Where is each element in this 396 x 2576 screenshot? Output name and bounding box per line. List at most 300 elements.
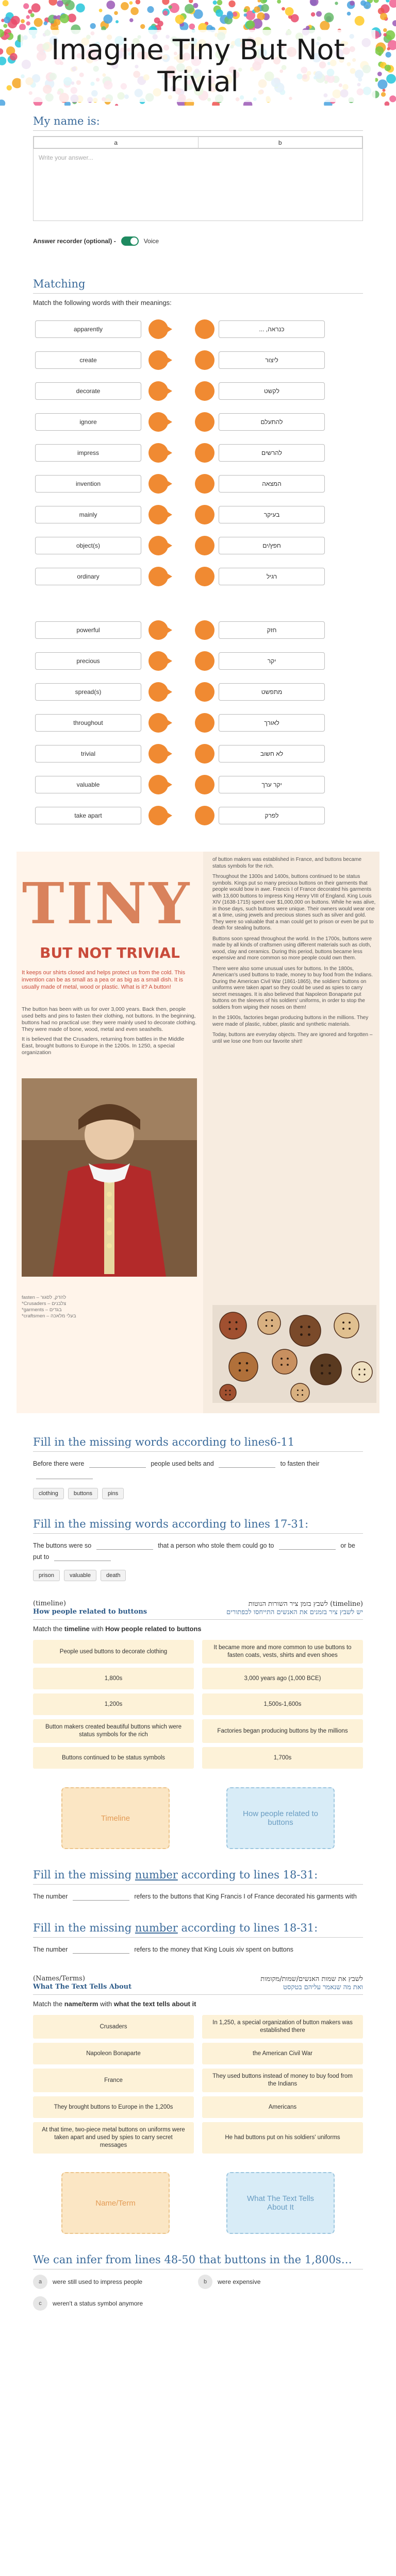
- confetti-dot: [103, 14, 112, 24]
- match-term[interactable]: apparently: [35, 320, 141, 338]
- match-connector-left[interactable]: [148, 713, 168, 733]
- match-meaning[interactable]: ליצור: [219, 351, 325, 369]
- match-meaning[interactable]: המצאה: [219, 475, 325, 493]
- button-shape: [290, 1315, 321, 1346]
- button-hole: [308, 1333, 310, 1336]
- names-question: [0, 1965, 396, 2234]
- confetti-dot: [116, 20, 119, 23]
- confetti-dot: [277, 0, 281, 4]
- number-title: [33, 1859, 363, 1885]
- button-hole: [271, 1325, 273, 1327]
- match-meaning[interactable]: חזק: [219, 621, 325, 639]
- confetti-dot: [30, 13, 35, 18]
- dropzone-how-people-related[interactable]: How people related to buttons: [226, 1787, 335, 1849]
- button-hole: [229, 1394, 231, 1396]
- match-meaning[interactable]: בעיקר: [219, 506, 325, 523]
- confetti-dot: [383, 33, 387, 37]
- confetti-dot: [31, 3, 41, 12]
- article-paragraph: Buttons soon spread throughout the world. In the 1700s, buttons were made by all kinds of craftsmen using different materials such as cloth, wood, clay and ceramics. During this period, buttons became less expensive and more common so more people could own them.: [212, 936, 372, 961]
- confetti-dot: [169, 5, 172, 9]
- blank-slot[interactable]: [73, 1946, 129, 1954]
- title-english: What The Text Tells About: [33, 1983, 132, 1991]
- confetti-dot: [386, 0, 389, 3]
- matching-row: [0, 345, 396, 376]
- match-meaning[interactable]: רגיל: [219, 568, 325, 585]
- draggable-card[interactable]: 1,500s-1,600s: [202, 1693, 363, 1715]
- word-chip[interactable]: buttons: [68, 1488, 98, 1499]
- match-connector-right[interactable]: [195, 505, 214, 524]
- match-connector-left[interactable]: [148, 505, 168, 524]
- format-a-button[interactable]: a: [34, 137, 199, 148]
- button-shape: [220, 1384, 236, 1401]
- fill-text: refers to the money that King Louis xiv spent on buttons: [134, 1946, 293, 1953]
- button-hole: [246, 1362, 248, 1364]
- draggable-card[interactable]: Napoleon Bonaparte: [33, 2043, 194, 2064]
- match-meaning[interactable]: לקשט: [219, 382, 325, 400]
- answer-option-c[interactable]: [33, 2296, 167, 2311]
- match-connector-right[interactable]: [195, 775, 214, 794]
- confetti-dot: [350, 1, 355, 6]
- fill-title: Fill in the missing words according to lines 17-31:: [33, 1509, 363, 1534]
- match-connector-right[interactable]: [195, 620, 214, 640]
- title-hebrew: יש לשבץ ציר בזמנים את האנשים התייחסו לכפתורים: [226, 1608, 363, 1616]
- match-term[interactable]: spread(s): [35, 683, 141, 701]
- button-hole: [246, 1369, 248, 1371]
- confetti-dot: [373, 0, 378, 3]
- confetti-dot: [189, 24, 195, 30]
- match-connector-right[interactable]: [195, 651, 214, 671]
- fill-sentence: [33, 1891, 363, 1902]
- matching-row: [0, 499, 396, 530]
- match-connector-right[interactable]: [195, 412, 214, 432]
- fill-question-1: [0, 1427, 396, 1499]
- timeline-cards: [33, 1640, 363, 1769]
- button-hole: [364, 1368, 365, 1370]
- confetti-dot: [114, 11, 118, 15]
- match-term[interactable]: impress: [35, 444, 141, 462]
- confetti-dot: [140, 24, 145, 29]
- match-term[interactable]: mainly: [35, 506, 141, 523]
- answer-option-b[interactable]: [198, 2275, 332, 2289]
- confetti-dot: [26, 15, 30, 19]
- header-banner: [0, 0, 396, 106]
- confetti-dot: [26, 21, 30, 25]
- confetti-dot: [380, 13, 387, 20]
- matching-row: [0, 530, 396, 561]
- article-image: [16, 852, 380, 1413]
- confetti-dot: [324, 12, 334, 22]
- confetti-dot: [54, 19, 61, 26]
- confetti-dot: [261, 4, 269, 12]
- match-connector-right[interactable]: [195, 567, 214, 586]
- instr-text: timeline: [64, 1625, 90, 1633]
- timeline-title: [33, 1590, 363, 1620]
- title-part: according to lines 18-31:: [177, 1869, 318, 1881]
- draggable-card[interactable]: Crusaders: [33, 2015, 194, 2039]
- names-instruction: [33, 2000, 363, 2008]
- draggable-card[interactable]: They brought buttons to Europe in the 1,200s: [33, 2096, 194, 2118]
- confetti-dot: [21, 19, 25, 23]
- names-cards: [33, 2015, 363, 2154]
- format-b-button[interactable]: b: [198, 137, 362, 148]
- word-chip[interactable]: clothing: [33, 1488, 64, 1499]
- match-connector-left[interactable]: [148, 474, 168, 494]
- draggable-card[interactable]: 1,200s: [33, 1693, 194, 1715]
- match-meaning[interactable]: כנראה, ...: [219, 320, 325, 338]
- button-hole: [235, 1321, 237, 1323]
- word-chip[interactable]: prison: [33, 1570, 60, 1581]
- dropzone-name-term[interactable]: Name/Term: [61, 2172, 170, 2234]
- instr-text: Match the: [33, 1625, 64, 1633]
- matching-question: [0, 268, 396, 307]
- draggable-card[interactable]: 1,800s: [33, 1668, 194, 1689]
- blank-slot[interactable]: [219, 1461, 275, 1468]
- draggable-card[interactable]: 3,000 years ago (1,000 BCE): [202, 1668, 363, 1689]
- match-connector-left[interactable]: [148, 536, 168, 555]
- button-hole: [342, 1321, 344, 1324]
- draggable-card[interactable]: He had buttons put on his soldiers' uniforms: [202, 2122, 363, 2154]
- confetti-dot: [385, 65, 391, 72]
- title-part: number: [135, 1922, 178, 1934]
- fill-text: The number: [33, 1946, 68, 1953]
- article-paragraph: of button makers was established in France, and buttons became status symbols for the rich.: [212, 857, 362, 869]
- answer-recorder: [33, 236, 363, 246]
- button-hole: [228, 1328, 230, 1330]
- match-connector-left[interactable]: [148, 651, 168, 671]
- match-term[interactable]: throughout: [35, 714, 141, 732]
- match-meaning[interactable]: חפץ/ים: [219, 537, 325, 554]
- title-english: How people related to buttons: [33, 1608, 147, 1616]
- match-connector-left[interactable]: [148, 350, 168, 370]
- confetti-dot: [216, 9, 223, 17]
- title-part: number: [135, 1869, 178, 1881]
- match-term[interactable]: take apart: [35, 807, 141, 824]
- option-text: were still used to impress people: [53, 2278, 143, 2285]
- name-answer-input[interactable]: Write your answer...: [34, 148, 362, 221]
- matching-row: [0, 561, 396, 592]
- draggable-card[interactable]: At that time, two-piece metal buttons on uniforms were taken apart and used by spies to carry secret messages: [33, 2122, 194, 2154]
- blank-slot[interactable]: [73, 1893, 129, 1901]
- title-part: Fill in the missing: [33, 1869, 135, 1881]
- dropzone-what-text-tells[interactable]: What The Text Tells About It: [226, 2172, 335, 2234]
- buttons-photo: [212, 1305, 376, 1403]
- fill-title: Fill in the missing words according to lines6-11: [33, 1427, 363, 1452]
- confetti-dot: [154, 18, 160, 24]
- fill-text: or be put to: [33, 1542, 355, 1561]
- confetti-dot: [136, 0, 141, 5]
- matching-row: [0, 376, 396, 406]
- confetti-dot: [285, 7, 294, 16]
- confetti-dot: [0, 99, 5, 106]
- match-connector-right[interactable]: [195, 350, 214, 370]
- confetti-dot: [385, 30, 395, 40]
- confetti-dot: [383, 28, 387, 32]
- match-meaning[interactable]: יקר: [219, 652, 325, 670]
- confetti-dot: [244, 13, 247, 16]
- fill-text: The number: [33, 1893, 68, 1900]
- confetti-dot: [53, 15, 57, 20]
- recorder-label: Answer recorder (optional) -: [33, 238, 116, 245]
- matching-row: [0, 769, 396, 800]
- article-body: [22, 1006, 197, 1059]
- match-connector-left[interactable]: [148, 775, 168, 794]
- instr-text: Match the: [33, 2000, 64, 2008]
- answer-option-a[interactable]: [33, 2275, 167, 2289]
- name-question: [0, 106, 396, 246]
- confetti-dot: [189, 0, 193, 3]
- names-dropzones: [33, 2172, 363, 2234]
- button-hole: [287, 1364, 289, 1366]
- article-paragraph: In the 1900s, factories began producing buttons in the millions. They were made of plastic, rubber, plastic and synthetic materials.: [212, 1015, 369, 1027]
- option-key: a: [33, 2275, 47, 2289]
- match-meaning[interactable]: להרשים: [219, 444, 325, 462]
- button-hole: [287, 1358, 289, 1360]
- glossary-entry: fasten – להדק, לסגור: [22, 1295, 67, 1300]
- timeline-dropzones: [33, 1787, 363, 1849]
- button-shape: [272, 1349, 297, 1374]
- title-part: Fill in the missing: [33, 1922, 135, 1934]
- word-chip[interactable]: valuable: [64, 1570, 96, 1581]
- matching-row: [0, 468, 396, 499]
- match-connector-left[interactable]: [148, 319, 168, 339]
- blank-slot[interactable]: [279, 1543, 336, 1550]
- match-connector-right[interactable]: [195, 381, 214, 401]
- confetti-dot: [213, 1, 217, 5]
- button-hole: [266, 1319, 268, 1321]
- confetti-dot: [3, 0, 9, 6]
- match-connector-right[interactable]: [195, 744, 214, 764]
- confetti-dot: [355, 16, 365, 26]
- draggable-card[interactable]: Americans: [202, 2096, 363, 2118]
- word-chip[interactable]: death: [101, 1570, 126, 1581]
- match-connector-left[interactable]: [148, 620, 168, 640]
- match-term[interactable]: create: [35, 351, 141, 369]
- dropzone-timeline[interactable]: Timeline: [61, 1787, 170, 1849]
- king-portrait-illustration: [22, 1078, 197, 1277]
- confetti-dot: [228, 1, 235, 7]
- matching-instruction: Match the following words with their meanings:: [33, 299, 172, 307]
- glossary-entry: *garments – בגדים: [22, 1307, 62, 1313]
- match-meaning[interactable]: לפרק: [219, 807, 325, 824]
- fill-text: Before there were: [33, 1460, 85, 1467]
- match-connector-left[interactable]: [148, 806, 168, 825]
- draggable-card[interactable]: Buttons continued to be status symbols: [33, 1747, 194, 1769]
- match-connector-left[interactable]: [148, 567, 168, 586]
- button-hole: [302, 1394, 303, 1396]
- button-shape: [310, 1354, 341, 1385]
- word-chip[interactable]: pins: [102, 1488, 124, 1499]
- match-connector-left[interactable]: [148, 443, 168, 463]
- draggable-card[interactable]: 1,700s: [202, 1747, 363, 1769]
- match-term[interactable]: valuable: [35, 776, 141, 793]
- infer-title: We can infer from lines 48-50 that buttons in the 1,800s…: [33, 2244, 363, 2269]
- draggable-card[interactable]: They used buttons instead of money to buy food from the Indians: [202, 2069, 363, 2092]
- match-term[interactable]: object(s): [35, 537, 141, 554]
- matching-row: [0, 615, 396, 646]
- confetti-dot: [246, 20, 255, 29]
- confetti-dot: [260, 0, 267, 4]
- match-connector-right[interactable]: [195, 319, 214, 339]
- match-connector-right[interactable]: [195, 536, 214, 555]
- confetti-dot: [57, 1, 63, 7]
- blank-slot[interactable]: [54, 1554, 111, 1561]
- button-shape: [258, 1312, 280, 1334]
- option-key: b: [198, 2275, 212, 2289]
- confetti-dot: [227, 11, 233, 16]
- match-meaning[interactable]: להתעלם: [219, 413, 325, 431]
- blank-slot[interactable]: [89, 1461, 146, 1468]
- button-shape: [352, 1362, 372, 1382]
- confetti-dot: [364, 2, 371, 9]
- confetti-dot: [3, 24, 7, 28]
- names-title: [33, 1965, 363, 1995]
- button-hole: [297, 1394, 299, 1396]
- match-meaning[interactable]: לאורך: [219, 714, 325, 732]
- confetti-dot: [389, 0, 396, 8]
- match-term[interactable]: decorate: [35, 382, 141, 400]
- fill-text: to fasten their: [280, 1460, 320, 1467]
- voice-toggle[interactable]: [121, 236, 139, 246]
- button-hole: [321, 1372, 323, 1375]
- matching-row: [0, 738, 396, 769]
- confetti-dot: [49, 0, 57, 6]
- confetti-dot: [129, 1, 133, 5]
- confetti-dot: [377, 79, 387, 89]
- button-hole: [300, 1333, 303, 1336]
- instr-text: with: [89, 1625, 106, 1633]
- button-hole: [297, 1389, 299, 1391]
- confetti-dot: [389, 95, 396, 102]
- option-key: c: [33, 2296, 47, 2311]
- confetti-dot: [7, 85, 12, 90]
- match-term[interactable]: ignore: [35, 413, 141, 431]
- timeline-instruction: [33, 1625, 363, 1633]
- confetti-dot: [6, 34, 10, 38]
- confetti-dot: [10, 53, 18, 61]
- match-connector-right[interactable]: [195, 806, 214, 825]
- button-hole: [228, 1321, 230, 1323]
- confetti-dot: [115, 104, 118, 106]
- button-hole: [349, 1321, 351, 1324]
- blank-slot[interactable]: [36, 1472, 93, 1479]
- button-hole: [364, 1374, 365, 1375]
- button-hole: [239, 1362, 241, 1364]
- match-meaning[interactable]: מתפשט: [219, 683, 325, 701]
- confetti-dot: [106, 1, 115, 9]
- match-term[interactable]: precious: [35, 652, 141, 670]
- confetti-dot: [381, 92, 386, 97]
- draggable-card[interactable]: It became more and more common to use buttons to fasten coats, vests, shirts and even shoes: [202, 1640, 363, 1664]
- match-meaning[interactable]: יקר ערך: [219, 776, 325, 793]
- button-hole: [225, 1390, 227, 1392]
- confetti-dot: [243, 9, 247, 12]
- number-title: [33, 1912, 363, 1938]
- confetti-dot: [291, 14, 299, 22]
- matching-title: Matching: [33, 268, 363, 294]
- fill-text: refers to the buttons that King Francis I of France decorated his garments with: [134, 1893, 357, 1900]
- fill-sentence: [33, 1540, 363, 1563]
- fill-text: people used belts and: [151, 1460, 214, 1467]
- match-meaning[interactable]: לא חשוב: [219, 745, 325, 762]
- word-bank: [33, 1488, 363, 1499]
- button-shape: [229, 1352, 258, 1381]
- fill-text: that a person who stole them could go to: [158, 1542, 274, 1549]
- matching-row: [0, 314, 396, 345]
- confetti-dot: [0, 48, 3, 55]
- article-glossary: [22, 1295, 197, 1319]
- confetti-dot: [335, 2, 338, 5]
- match-connector-left[interactable]: [148, 682, 168, 702]
- instr-text: name/term: [64, 2000, 98, 2008]
- confetti-dot: [129, 18, 134, 22]
- button-hole: [271, 1319, 273, 1321]
- button-hole: [239, 1369, 241, 1371]
- match-term[interactable]: powerful: [35, 621, 141, 639]
- instr-text: with: [98, 2000, 114, 2008]
- confetti-dot: [23, 3, 29, 9]
- confetti-dot: [311, 12, 315, 16]
- confetti-dot: [4, 16, 10, 23]
- match-connector-right[interactable]: [195, 713, 214, 733]
- fill-sentence: [33, 1944, 363, 1955]
- match-connector-left[interactable]: [148, 412, 168, 432]
- match-term[interactable]: invention: [35, 475, 141, 493]
- instr-text: what the text tells about it: [113, 2000, 196, 2008]
- button-hole: [266, 1325, 268, 1327]
- draggable-card[interactable]: Button makers created beautiful buttons which were status symbols for the rich: [33, 1719, 194, 1743]
- button-hole: [235, 1328, 237, 1330]
- draggable-card[interactable]: the American Civil War: [202, 2043, 363, 2064]
- title-part: according to lines 18-31:: [177, 1922, 318, 1934]
- button-hole: [328, 1364, 331, 1367]
- draggable-card[interactable]: France: [33, 2069, 194, 2092]
- button-hole: [342, 1328, 344, 1330]
- title-hebrew: לשבץ את שמות האנשים/שמות/מקומות: [260, 1975, 363, 1983]
- match-connector-right[interactable]: [195, 443, 214, 463]
- confetti-dot: [306, 26, 309, 29]
- button-hole: [280, 1358, 283, 1360]
- glossary-entry: *Crusaders – צלבנים: [22, 1301, 67, 1307]
- timeline-question: [0, 1590, 396, 1849]
- fill-text: The buttons were so: [33, 1542, 92, 1549]
- match-connector-left[interactable]: [148, 381, 168, 401]
- article-paragraph: It is believed that the Crusaders, returning from battles in the Middle East, brought buttons to Europe in the 1200s. In 1250, a special organization: [22, 1036, 185, 1056]
- match-connector-right[interactable]: [195, 682, 214, 702]
- draggable-card[interactable]: Factories began producing buttons by the millions: [202, 1719, 363, 1743]
- title-tag: (Names/Terms): [33, 1975, 85, 1982]
- confetti-dot: [310, 0, 319, 6]
- confetti-dot: [60, 14, 69, 23]
- fill-question-2: [0, 1509, 396, 1581]
- draggable-card[interactable]: In 1,250, a special organization of button makers was established there: [202, 2015, 363, 2039]
- match-term[interactable]: trivial: [35, 745, 141, 762]
- title-tag: (timeline): [33, 1600, 66, 1607]
- article-paragraph: Throughout the 1300s and 1400s, buttons continued to be status symbols. Kings put so many precious buttons on their garments that people would bow in awe. Francis I of France decorated his garments with 13,600 buttons to impress King Henry VIII of England. King Louis XIV (1638-1715) spent over $1,000,000 on buttons. While he was alive, in those days, such buttons were unique. Their owners would wear one at a time, using jewels and precious stones such as silver and gold. They were so valuable that a man could get to prison or even be put to death for stealing buttons.: [212, 874, 376, 931]
- article-paragraph: The button has been with us for over 3,000 years. Back then, people used belts and pins to fasten their clothing, not buttons. In the beginning, buttons had no practical use: they were mainly used to decorate clothing. They were made of bone, wood, metal and even seashells.: [22, 1006, 197, 1032]
- button-shape: [220, 1312, 246, 1339]
- match-connector-right[interactable]: [195, 474, 214, 494]
- blank-slot[interactable]: [96, 1543, 153, 1550]
- match-connector-left[interactable]: [148, 744, 168, 764]
- confetti-dot: [386, 74, 396, 84]
- article-big-title: TINY: [22, 870, 192, 937]
- article-subtitle: BUT NOT TRIVIAL: [40, 944, 180, 961]
- confetti-dot: [130, 7, 139, 15]
- confetti-dot: [385, 101, 390, 106]
- draggable-card[interactable]: People used buttons to decorate clothing: [33, 1640, 194, 1664]
- confetti-dot: [282, 7, 285, 11]
- match-term[interactable]: ordinary: [35, 568, 141, 585]
